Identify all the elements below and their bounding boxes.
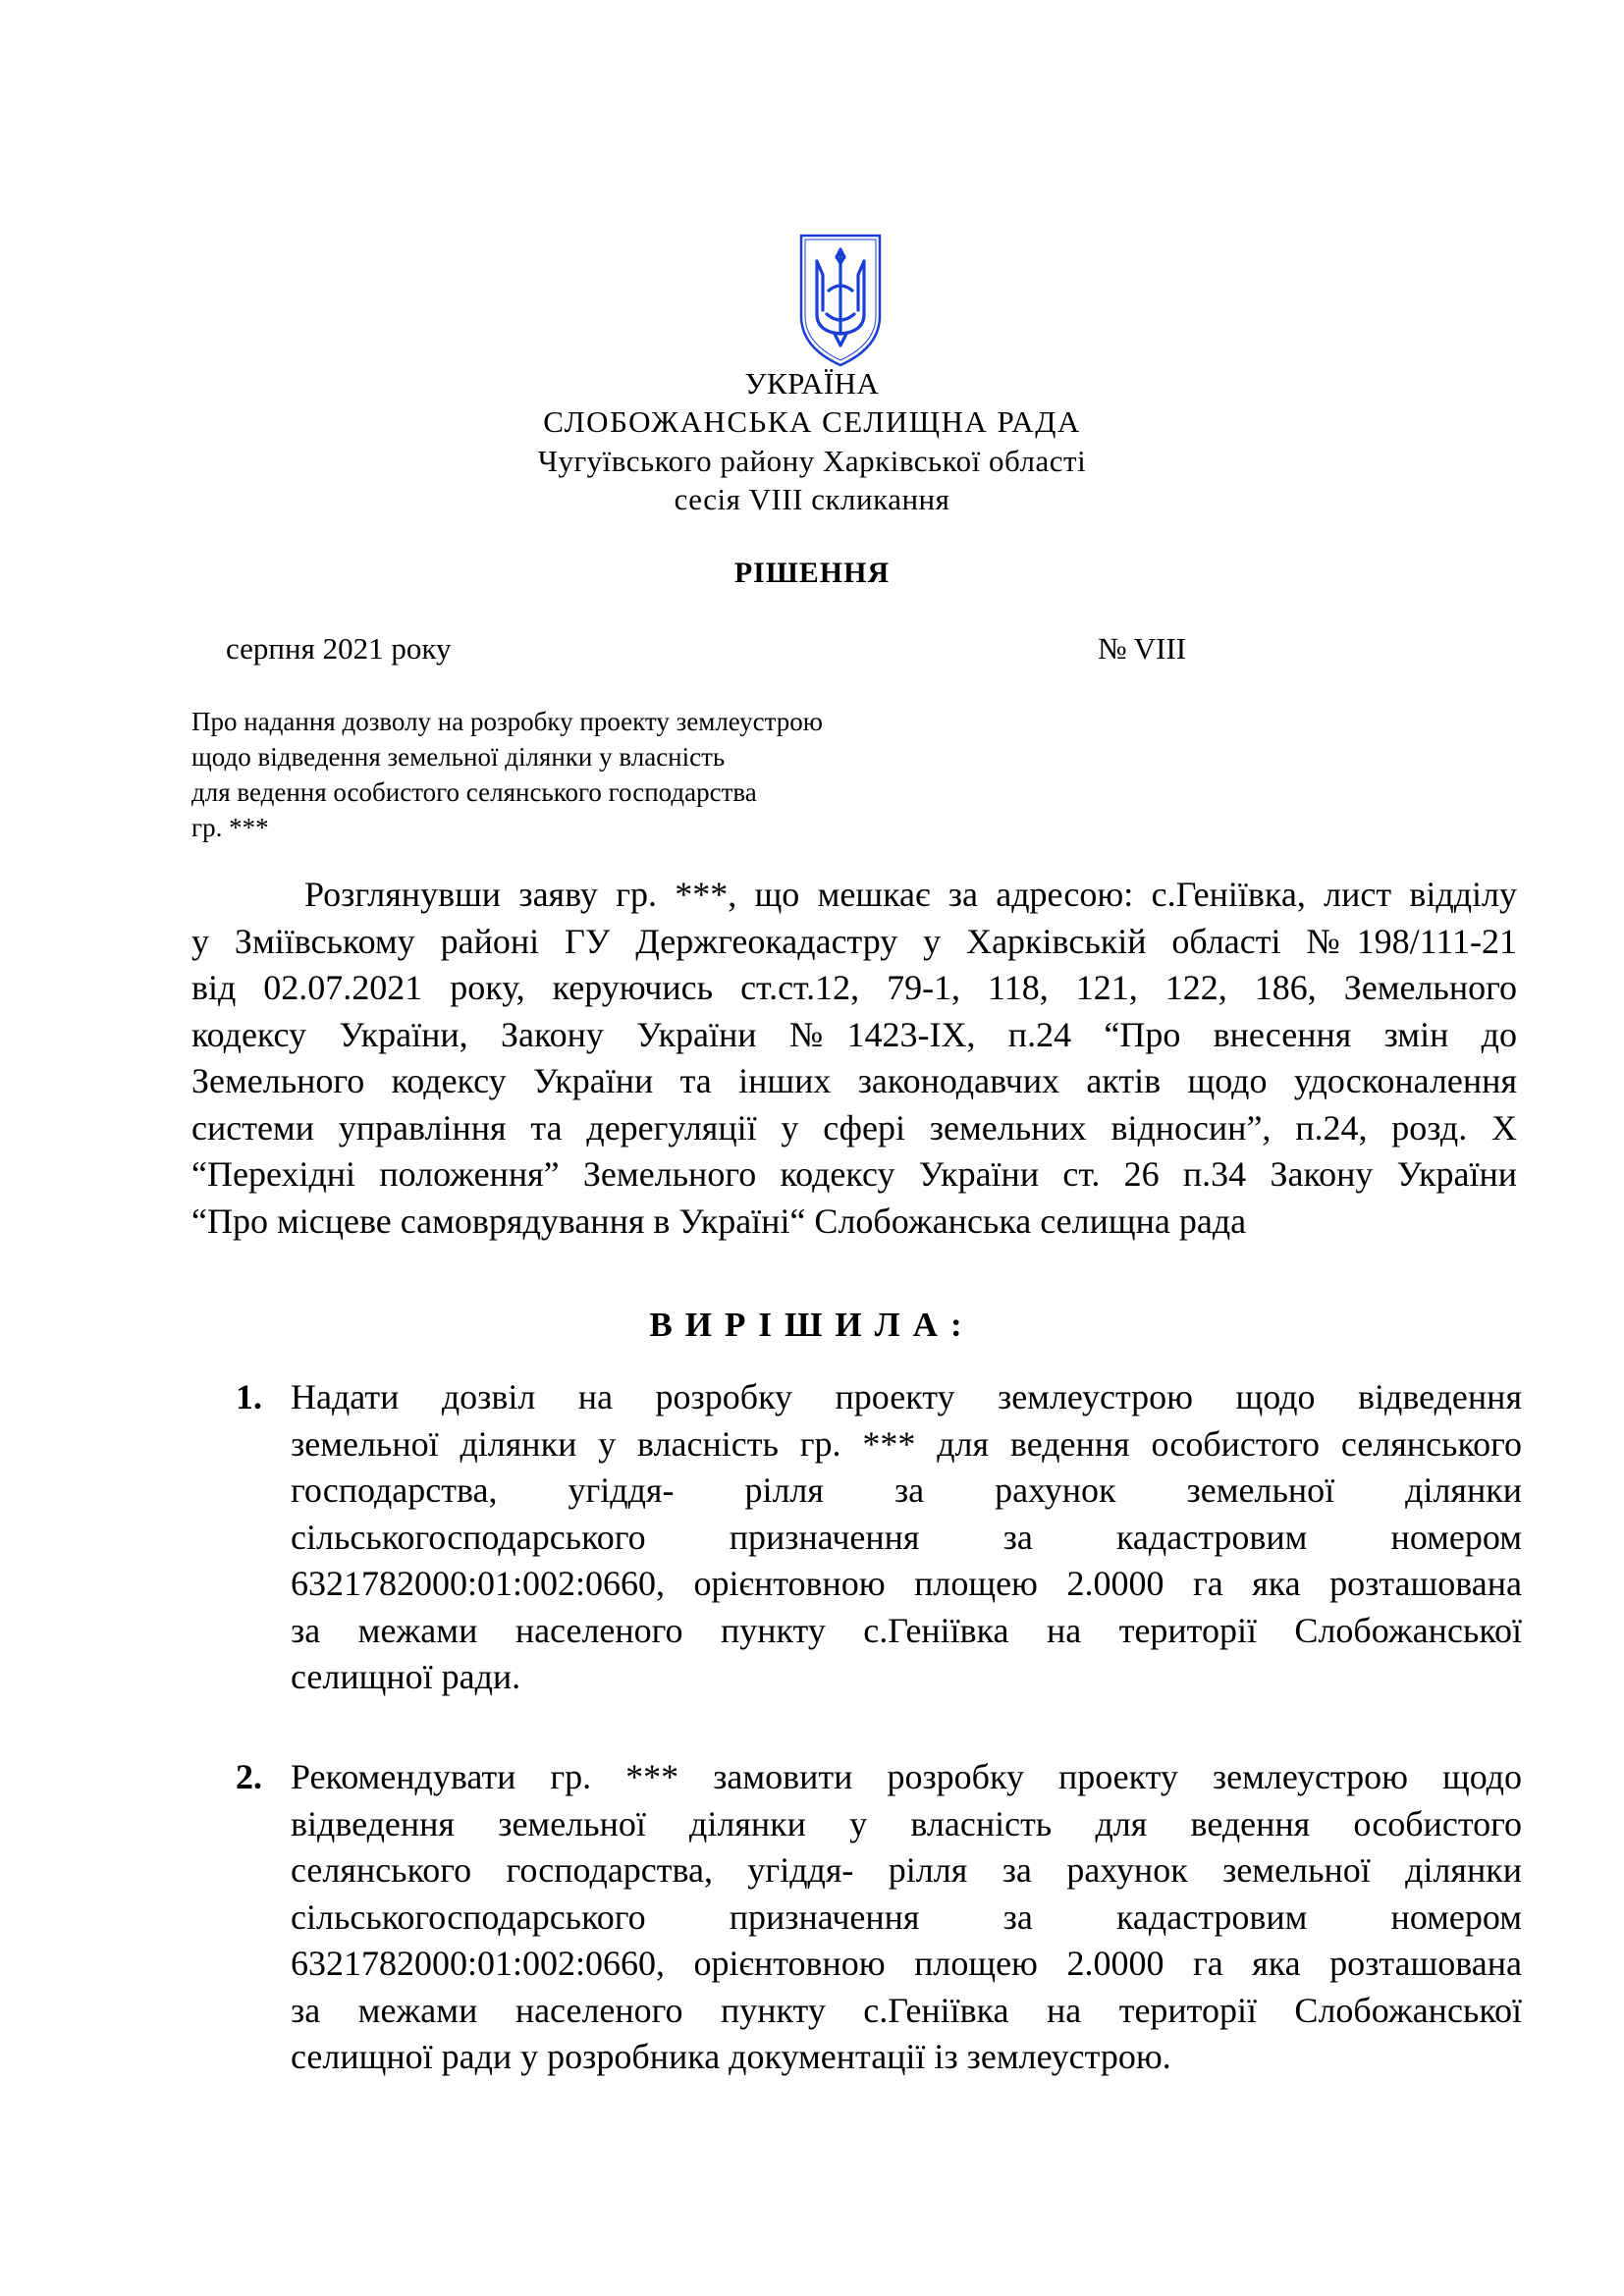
list-item-line: селянського господарства, угіддя- рілля за рахунок земельної ділянки xyxy=(291,1850,1522,1890)
list-item-line: 6321782000:01:002:0660, орієнтовною площею 2.0000 га яка розташована xyxy=(291,1944,1522,1983)
preamble-line: у Зміївському районі ГУ Держгеокадастру у Харківській області №198/111-21 xyxy=(191,921,1517,961)
preamble-line: системи управління та дерегуляції у сфері земельних відносин”, п.24, розд. Х xyxy=(191,1107,1517,1148)
subject-block xyxy=(191,704,823,845)
council-name: СЛОБОЖАНСЬКА СЕЛИЩНА РАДА xyxy=(543,404,1081,439)
preamble-line: кодексу України, Закону України №1423-IX, п.24 “Про внесення змін до xyxy=(191,1014,1517,1054)
list-item-line: відведення земельної ділянки у власність для ведення особистого xyxy=(291,1803,1522,1843)
list-item-line: Надати дозвіл на розробку проекту землеустрою щодо відведення xyxy=(291,1377,1522,1416)
list-item xyxy=(236,1754,1522,2081)
list-item-line: сільськогосподарського призначення за кадастровим номером xyxy=(291,1896,1522,1937)
list-item-line: 6321782000:01:002:0660, орієнтовною площею 2.0000 га яка розташована xyxy=(291,1564,1522,1603)
list-item-line: Рекомендувати гр. *** замовити розробку проекту землеустрою щодо xyxy=(291,1757,1522,1796)
subject-line: для ведення особистого селянського господарства xyxy=(191,777,757,807)
list-item-line: за межами населеного пункту с.Геніївка на території Слобожанської xyxy=(291,1610,1522,1650)
preamble-line: Розглянувши заяву гр. ***, що мешкає за адресою: с.Геніївка, лист відділу xyxy=(304,875,1517,914)
preamble-line: Земельного кодексу України та інших законодавчих актів щодо удосконалення xyxy=(191,1061,1517,1100)
subject-line: щодо відведення земельної ділянки у власність xyxy=(191,742,726,772)
coat-of-arms-icon xyxy=(797,232,884,369)
preamble-line: “Перехідні положення” Земельного кодексу України ст. 26 п.34 Закону України xyxy=(191,1154,1517,1194)
list-item-number: 2. xyxy=(236,1757,262,1796)
subject-line: гр. *** xyxy=(191,813,269,842)
session-line: сесія VIII скликання xyxy=(674,482,950,516)
list-item-line: сільськогосподарського призначення за кадастровим номером xyxy=(291,1517,1522,1557)
list-item-line: за межами населеного пункту с.Геніївка на території Слобожанської xyxy=(291,1990,1522,2030)
preamble-paragraph xyxy=(191,872,1517,1245)
list-item xyxy=(236,1374,1522,1701)
country-name: УКРАЇНА xyxy=(744,366,880,400)
list-item-line: земельної ділянки у власність гр. *** для ведення особистого селянського xyxy=(291,1423,1522,1464)
document-title: РІШЕННЯ xyxy=(733,557,891,589)
list-item-number: 1. xyxy=(236,1377,262,1416)
preamble-line: від 02.07.2021 року, керуючись ст.ст.12, 79-1, 118, 121, 122, 186, Земельного xyxy=(191,968,1517,1007)
document-date: серпня 2021 року xyxy=(226,631,452,666)
list-item-line: селищної ради. xyxy=(291,1657,521,1696)
document-number: № VIII xyxy=(1098,631,1187,666)
subject-line: Про надання дозволу на розробку проекту землеустрою xyxy=(191,707,823,736)
list-item-line: господарства, угіддя- рілля за рахунок земельної ділянки xyxy=(291,1470,1522,1510)
preamble-line: “Про місцеве самоврядування в Україні“ Слобожанська селищна рада xyxy=(191,1201,1247,1241)
district-name: Чугуївського району Харківської області xyxy=(537,444,1087,478)
list-item-line: селищної ради у розробника документації із землеустрою. xyxy=(291,2037,1171,2076)
resolved-heading: ВИРІШИЛА: xyxy=(649,1306,975,1344)
